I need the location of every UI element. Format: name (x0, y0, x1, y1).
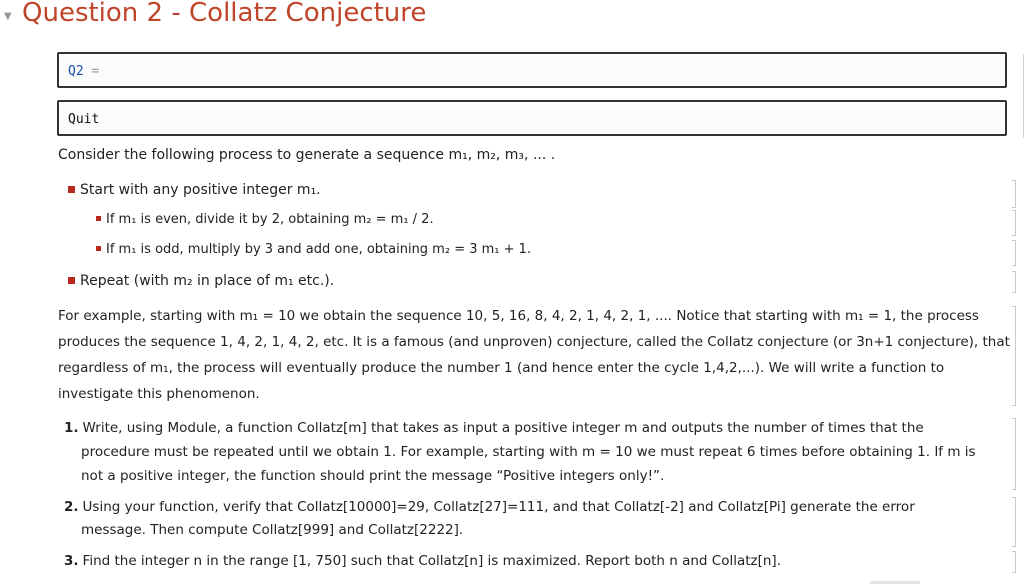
step-even: If m₁ is even, divide it by 2, obtaining m₂ = m₁ / 2. (96, 212, 434, 228)
cell-bracket[interactable] (1012, 210, 1016, 236)
section-title: Question 2 - Collatz Conjecture (22, 0, 427, 28)
output-cell-label: Quit (68, 112, 100, 127)
paragraph-line: For example, starting with m₁ = 10 we obtain the sequence 10, 5, 16, 8, 4, 2, 1, 4, 2, 1, .... Notice that starting with m₁ = 1, the process (58, 308, 979, 324)
task-1-line: not a positive integer, the function should print the message “Positive integers only!”. (81, 468, 665, 484)
task-3: 3. Find the integer n in the range [1, 750] such that Collatz[n] is maximized. Report both n and Collatz[n]. (64, 553, 781, 569)
output-cell[interactable] (57, 100, 1007, 136)
intro-text: Consider the following process to generate a sequence m₁, m₂, m₃, ... . (58, 147, 556, 163)
cell-bracket[interactable] (1012, 240, 1016, 266)
input-cell-label: Q2 (68, 64, 84, 79)
cell-bracket[interactable] (1012, 271, 1016, 293)
input-cell-equals: = (91, 64, 100, 79)
cell-bracket[interactable] (1012, 551, 1016, 573)
bullet-square-icon (96, 246, 101, 251)
bullet-square-icon (96, 216, 101, 221)
cell-bracket[interactable] (1012, 418, 1016, 490)
paragraph-line: produces the sequence 1, 4, 2, 1, 4, 2, etc. It is a famous (and unproven) conjecture, called the Collatz conjecture (or 3n+1 conjecture), that (58, 334, 1010, 350)
cell-bracket[interactable] (1012, 306, 1016, 406)
step-start: Start with any positive integer m₁. (68, 182, 321, 198)
collapse-triangle-icon[interactable]: ▼ (4, 11, 12, 22)
task-1: 1. Write, using Module, a function Collatz[m] that takes as input a positive integer m and outputs the number of times that the (64, 420, 924, 436)
step-repeat: Repeat (with m₂ in place of m₁ etc.). (68, 273, 334, 289)
paragraph-line: regardless of m₁, the process will eventually produce the number 1 (and hence enter the cycle 1,4,2,...). We will write a function to (58, 360, 945, 376)
paragraph-line: investigate this phenomenon. (58, 386, 260, 402)
task-2-line: message. Then compute Collatz[999] and Collatz[2222]. (81, 522, 464, 538)
bullet-square-icon (68, 186, 75, 193)
input-cell[interactable] (57, 52, 1007, 88)
bullet-square-icon (68, 277, 75, 284)
cell-bracket[interactable] (1012, 180, 1016, 208)
scrollbar-thumb[interactable] (870, 581, 920, 584)
task-1-line: procedure must be repeated until we obtain 1. For example, starting with m = 10 we must repeat 6 times before obtaining 1. If m is (81, 444, 976, 460)
cell-bracket[interactable] (1012, 497, 1016, 547)
step-odd: If m₁ is odd, multiply by 3 and add one, obtaining m₂ = 3 m₁ + 1. (96, 242, 531, 258)
section-title-row (0, 0, 1024, 36)
task-2: 2. Using your function, verify that Collatz[10000]=29, Collatz[27]=111, and that Collatz[-2] and Collatz[Pi] generate the error (64, 499, 915, 515)
